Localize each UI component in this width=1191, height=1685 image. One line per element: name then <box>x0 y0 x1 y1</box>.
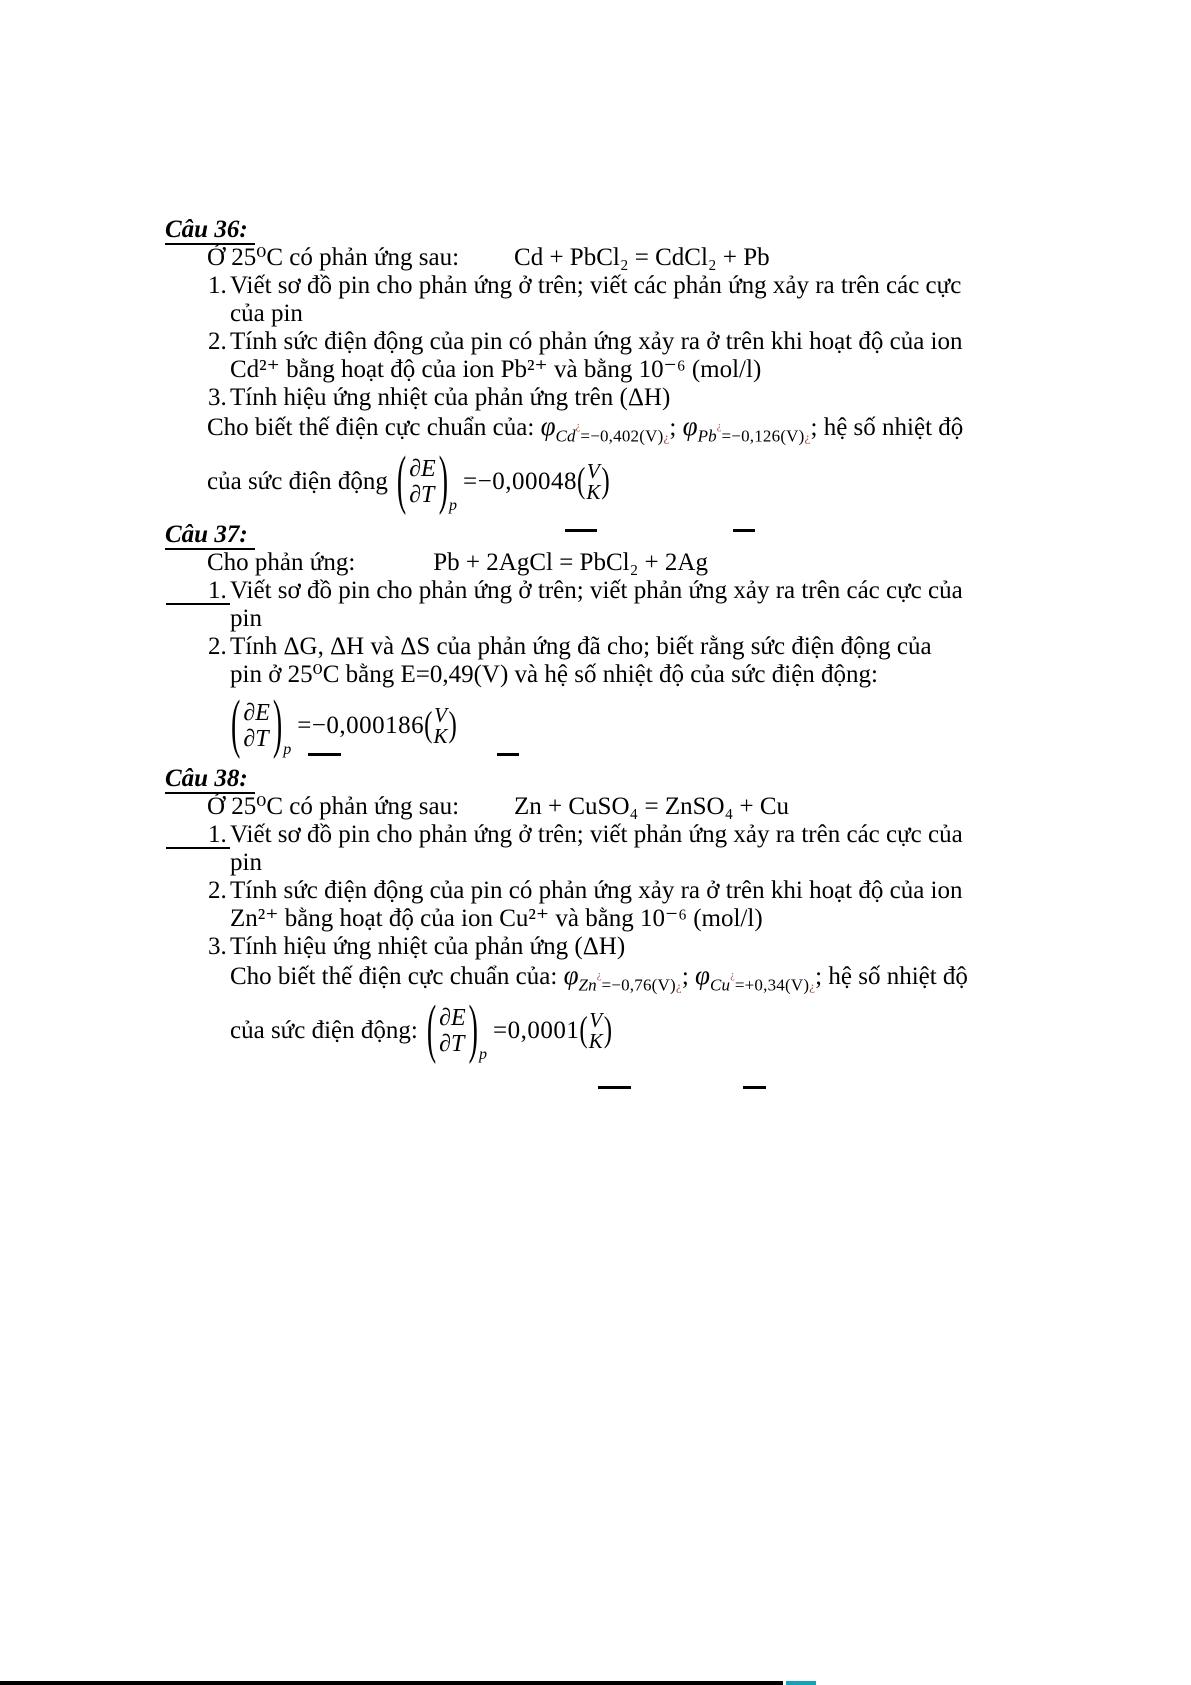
item-text <box>230 272 1085 328</box>
item-number: 2. <box>208 877 227 904</box>
conversion-artifact: ¿ <box>730 970 735 982</box>
item-text-line: Tính sức điện động của pin có phản ứng xảy ra ở trên khi hoạt độ của ion <box>230 328 963 355</box>
item-text-line: pin <box>230 849 262 876</box>
potentials-suffix: ; hệ số nhiệt độ <box>815 963 968 990</box>
question-37-heading <box>165 521 1085 549</box>
unit-denominator: K <box>433 724 448 748</box>
conversion-artifact: ¿ <box>596 970 602 982</box>
item-text <box>230 384 1085 412</box>
item-text-line: Viết sơ đồ pin cho phản ứng ở trên; viết các phản ứng xảy ra trên các cực <box>230 272 962 299</box>
list-item <box>208 633 1085 689</box>
potential-value: =−0,402(V) <box>580 427 664 446</box>
derivative-numerator: ∂E <box>409 456 436 482</box>
item-text-line: Tính hiệu ứng nhiệt của phản ứng trên (ΔH) <box>230 384 671 411</box>
bottom-window-edge-bar <box>0 1681 783 1685</box>
list-item <box>208 384 1085 412</box>
pressure-subscript: p <box>479 1046 487 1063</box>
question-heading-text: Câu 36: <box>165 216 255 245</box>
stray-overline-mark <box>733 529 755 532</box>
document-content <box>165 214 1085 1068</box>
unit-fraction <box>432 705 448 747</box>
conversion-artifact: ¿ <box>575 421 581 433</box>
left-paren: ( <box>424 705 433 745</box>
item-number: 1. <box>166 821 230 849</box>
stray-overline-mark <box>565 529 597 532</box>
pressure-subscript: p <box>449 497 458 514</box>
phi-expression <box>695 960 816 995</box>
item-number: 1. <box>166 577 230 605</box>
right-paren: ) <box>438 444 449 518</box>
item-text <box>230 933 1085 961</box>
list-item <box>166 577 1085 633</box>
pressure-subscript: p <box>283 741 292 758</box>
left-paren: ( <box>426 993 437 1067</box>
separator: ; <box>669 414 677 441</box>
question-38-intro-line <box>207 793 1085 821</box>
phi-expression <box>540 411 670 446</box>
right-paren: ) <box>272 688 283 762</box>
emf-value: =−0,000186 <box>297 712 425 739</box>
derivative-numerator: ∂E <box>243 700 270 726</box>
reaction-equation: Pb + 2AgCl = PbCl₂ + 2Ag <box>433 549 708 576</box>
emf-value: =−0,00048 <box>463 468 577 495</box>
item-text <box>230 577 1085 633</box>
list-item <box>208 933 1085 961</box>
item-text <box>230 877 1085 933</box>
element-symbol: Cd <box>555 427 576 446</box>
derivative-denominator: ∂T <box>439 1031 465 1057</box>
potentials-suffix: ; hệ số nhiệt độ <box>810 414 964 441</box>
emf-formula-line <box>230 994 1085 1068</box>
item-text-line: Viết sơ đồ pin cho phản ứng ở trên; viết phản ứng xảy ra trên các cực của <box>230 821 963 848</box>
stray-overline-mark <box>308 753 341 756</box>
bottom-edge-accent-mark <box>786 1681 816 1685</box>
emf-value: =0,0001 <box>493 1017 580 1044</box>
conversion-artifact: ¿ <box>716 421 722 433</box>
item-text-line: Tính ΔG, ΔH và ΔS của phản ứng đã cho; biết rằng sức điện động của <box>230 633 932 660</box>
question-heading-text: Câu 37: <box>165 521 255 550</box>
question-36 <box>165 216 1085 519</box>
stray-overline-mark <box>598 1086 631 1089</box>
item-number: 1. <box>208 272 227 299</box>
emf-formula-line <box>207 445 1085 519</box>
list-item <box>208 272 1085 328</box>
unit-fraction <box>585 461 601 503</box>
item-number: 3. <box>208 933 227 960</box>
item-text-line: pin ở 25⁰C bằng E=0,49(V) và hệ số nhiệt độ của sức điện động: <box>230 661 878 688</box>
right-paren: ) <box>603 1010 613 1050</box>
phi-expression <box>563 960 682 995</box>
emf-prefix: của sức điện động: <box>230 1017 418 1044</box>
derivative-fraction <box>241 700 272 752</box>
phi-symbol: φ <box>563 960 579 990</box>
unit-denominator: K <box>586 480 601 504</box>
conversion-artifact: ¿ <box>809 979 816 994</box>
phi-symbol: φ <box>682 411 698 441</box>
question-38-heading <box>165 765 1085 793</box>
item-text <box>230 328 1085 384</box>
right-paren: ) <box>448 705 457 745</box>
right-paren: ) <box>601 461 610 501</box>
element-symbol: Zn <box>578 976 597 995</box>
element-symbol: Pb <box>697 427 717 446</box>
standard-potentials-line <box>207 412 1085 445</box>
derivative-numerator: ∂E <box>439 1005 466 1031</box>
potential-value: =+0,34(V) <box>734 976 810 995</box>
left-paren: ( <box>231 688 241 762</box>
conversion-artifact: ¿ <box>663 430 670 445</box>
potentials-prefix: Cho biết thế điện cực chuẩn của: <box>207 414 535 441</box>
unit-numerator: V <box>586 459 600 483</box>
item-number: 2. <box>208 633 227 660</box>
emf-formula-line <box>230 689 1085 763</box>
item-text-line: pin <box>230 605 262 632</box>
unit-denominator: K <box>588 1029 603 1053</box>
right-paren: ) <box>468 993 478 1067</box>
item-text-line: Tính sức điện động của pin có phản ứng xảy ra ở trên khi hoạt độ của ion <box>230 877 963 904</box>
potential-value: =−0,126(V) <box>721 427 805 446</box>
unit-numerator: V <box>589 1008 603 1032</box>
item-number: 3. <box>208 384 227 411</box>
intro-label: Cho phản ứng: <box>207 549 356 576</box>
question-37-intro-line <box>207 549 1085 577</box>
element-symbol: Cu <box>709 976 731 995</box>
list-item <box>208 877 1085 933</box>
list-item <box>208 328 1085 384</box>
derivative-denominator: ∂T <box>409 482 435 508</box>
item-text <box>230 633 1085 689</box>
question-36-heading <box>165 216 1085 244</box>
item-text-line: của pin <box>230 300 303 327</box>
list-item <box>166 821 1085 877</box>
unit-fraction <box>588 1010 604 1052</box>
question-36-intro-line <box>207 244 1085 272</box>
left-paren: ( <box>396 444 407 518</box>
question-38 <box>165 765 1085 1068</box>
question-37 <box>165 521 1085 763</box>
derivative-fraction <box>407 456 438 508</box>
item-text-line: Zn²⁺ bằng hoạt độ của ion Cu²⁺ và bằng 10⁻⁶ (mol/l) <box>230 905 763 932</box>
item-text-line: Cd²⁺ bằng hoạt độ của ion Pb²⁺ và bằng 10⁻⁶ (mol/l) <box>230 356 762 383</box>
potential-value: =−0,76(V) <box>601 976 676 995</box>
reaction-equation: Cd + PbCl₂ = CdCl₂ + Pb <box>514 244 770 271</box>
item-text-line: Tính hiệu ứng nhiệt của phản ứng (ΔH) <box>230 933 626 960</box>
derivative-denominator: ∂T <box>243 726 269 752</box>
separator: ; <box>681 963 689 990</box>
intro-label: Ở 25⁰C có phản ứng sau: <box>207 244 460 271</box>
reaction-equation: Zn + CuSO₄ = ZnSO₄ + Cu <box>514 793 790 820</box>
conversion-artifact: ¿ <box>675 979 682 994</box>
conversion-artifact: ¿ <box>804 430 811 445</box>
unit-numerator: V <box>434 703 447 727</box>
item-number: 2. <box>208 328 227 355</box>
potentials-prefix: Cho biết thế điện cực chuẩn của: <box>230 963 558 990</box>
question-heading-text: Câu 38: <box>165 765 255 794</box>
item-text-line: Viết sơ đồ pin cho phản ứng ở trên; viết phản ứng xảy ra trên các cực của <box>230 577 963 604</box>
intro-label: Ở 25⁰C có phản ứng sau: <box>207 793 460 820</box>
derivative-fraction <box>437 1005 468 1057</box>
left-paren: ( <box>579 1010 588 1050</box>
stray-overline-mark <box>497 753 519 756</box>
phi-symbol: φ <box>695 960 710 990</box>
emf-prefix: của sức điện động <box>207 468 388 495</box>
phi-symbol: φ <box>540 411 556 441</box>
standard-potentials-line <box>230 961 1085 994</box>
left-paren: ( <box>577 461 586 501</box>
stray-overline-mark <box>743 1086 766 1089</box>
item-text <box>230 821 1085 877</box>
phi-expression <box>682 411 811 446</box>
